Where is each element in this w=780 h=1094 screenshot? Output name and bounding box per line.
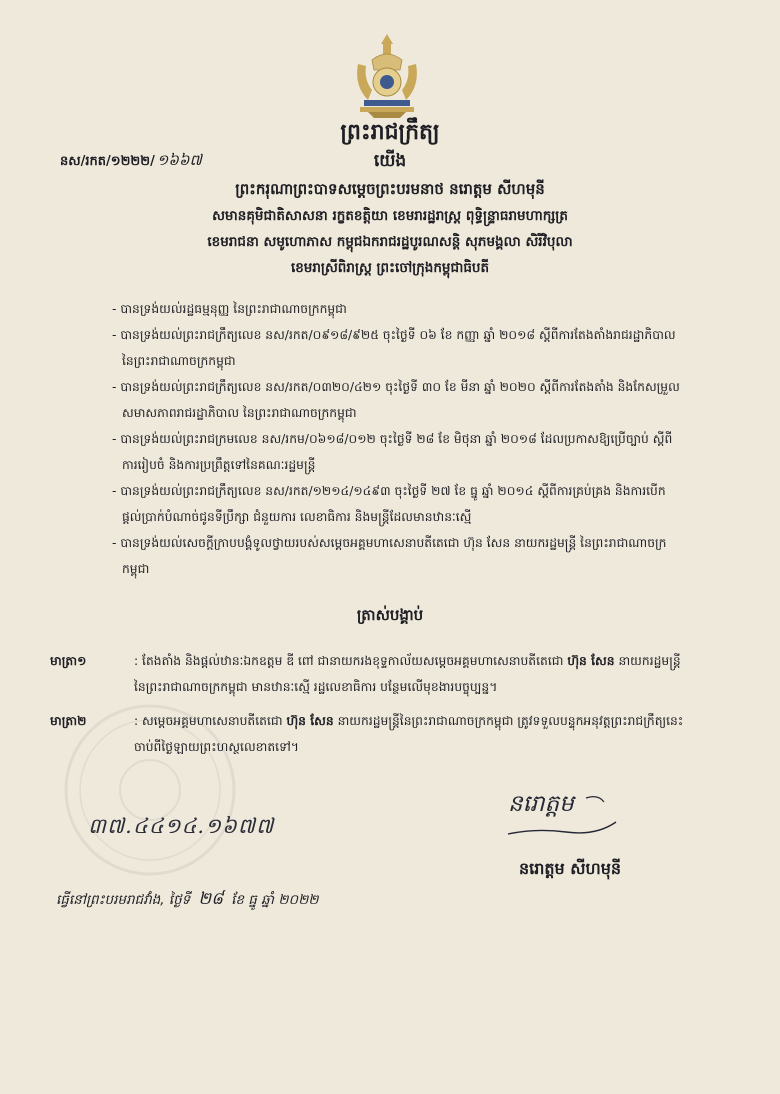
references-list: [112, 296, 682, 582]
date-day-handwritten: ២៨: [198, 889, 224, 909]
reference-item: - បានទ្រង់យល់រដ្ឋធម្មនុញ្ញ នៃព្រះរាជាណាចក្រកម្ពុជា: [112, 302, 347, 316]
article-text-part: : សម្តេចអគ្គមហាសេនាបតីតេជោ: [134, 714, 287, 728]
decree-title: ព្រះរាជក្រឹត្យ: [340, 120, 440, 145]
signature-flourish: [506, 792, 618, 842]
article-text-part: នាយករដ្ឋមន្ត្រីនៃព្រះរាជាណាចក្រកម្ពុជា ត្រូវទទួលបន្ទុកអនុវត្តព្រះរាជក្រឹត្យនេះ ចាប់ពីថ្ងៃឡាយព្រះហស្ថលេខាតទៅ។: [134, 714, 684, 754]
signatory-name: នរោត្តម សីហមុនី: [518, 859, 622, 878]
article-2: [50, 708, 690, 760]
article-name: ហ៊ុន សែន: [567, 654, 615, 668]
article-label: មាត្រា១: [50, 654, 87, 668]
article-text: [134, 648, 690, 700]
royal-title-line-4: ខេមរាស្រីពិរាស្ត្រ ព្រះចៅក្រុងកម្ពុជាធិបតី: [290, 260, 490, 276]
article-text-part: នាយករដ្ឋមន្ត្រីនៃព្រះរាជាណាចក្រកម្ពុជា មានឋានៈស្មើ រដ្ឋលេខាធិការ បន្ថែមលើមុខងារបច្ចុប្បន្ន។: [134, 654, 681, 694]
reference-item: - បានទ្រង់យល់សេចក្តីក្រាបបង្គំទូលថ្វាយរបស់សម្តេចអគ្គមហាសេនាបតីតេជោ ហ៊ុន សែន នាយករដ្ឋមន្ត្រី នៃព្រះរាជាណាចក្រកម្ពុជា: [112, 536, 667, 576]
royal-title-line-1: ព្រះករុណាព្រះបាទសម្តេចព្រះបរមនាថ នរោត្តម សីហមុនី: [235, 180, 545, 198]
date-line: [56, 888, 319, 913]
date-suffix: ខែ ធ្នូ ឆ្នាំ ២០២២: [231, 892, 319, 908]
handwritten-number: ៣៧.៤៤១៤.១៦៧៧: [88, 814, 275, 838]
article-text-part: : តែងតាំង និងផ្តល់ឋានៈឯកឧត្តម ឌី ពៅ ជានាយករងខុទ្ទកាល័យសម្តេចអគ្គមហាសេនាបតីតេជោ: [134, 654, 568, 668]
date-prefix: ធ្វើនៅព្រះបរមរាជវាំង, ថ្ងៃទី: [56, 892, 191, 908]
reference-item: - បានទ្រង់យល់ព្រះរាជក្រឹត្យលេខ នស/រកត/០៣២០/៤២១ ចុះថ្ងៃទី ៣០ ខែ មីនា ឆ្នាំ ២០២០ ស្តីពីការតែងតាំង និងកែសម្រួលសមាសភាពរាជរដ្ឋាភិបាល នៃព្រះរាជាណាចក្រកម្ពុជា: [112, 380, 680, 420]
royal-title-line-2: សមានគុមិជាតិសាសនា រក្ខតខត្តិយា ខេមរារដ្ឋរាស្ត្រ ពុទ្ធិន្ទ្រាធរាមហាក្សត្រ: [212, 208, 568, 224]
reference-item: - បានទ្រង់យល់ព្រះរាជក្រឹត្យលេខ នស/រកត/០៩១៨/៩២៥ ចុះថ្ងៃទី ០៦ ខែ កញ្ញា ឆ្នាំ ២០១៨ ស្តីពីការតែងតាំងរាជរដ្ឋាភិបាល នៃព្រះរាជាណាចក្រកម្ពុជា: [112, 328, 676, 368]
we-heading: យើង: [373, 151, 407, 171]
reference-item: - បានទ្រង់យល់ព្រះរាជក្រឹត្យលេខ នស/រកត/១២១៤/១៤៩៣ ចុះថ្ងៃទី ២៧ ខែ ធ្នូ ឆ្នាំ ២០១៤ ស្តីពីការគ្រប់គ្រង និងការបើកផ្តល់ប្រាក់បំណាច់ជូនទីប្រឹក្សា ជំនួយការ លេខាធិការ និងមន្ត្រីដែលមានឋានៈស្មើ: [112, 484, 666, 524]
article-name: ហ៊ុន សែន: [286, 714, 334, 728]
document-number-prefix: នស/រកត/១២២២/: [60, 154, 155, 169]
article-text: [134, 708, 690, 760]
article-1: [50, 648, 690, 700]
decides-heading: ត្រាស់បង្គាប់: [356, 606, 424, 624]
royal-signature: នរោត្តម: [508, 791, 574, 817]
article-label: មាត្រា២: [50, 714, 87, 728]
royal-coat-of-arms-icon: [350, 30, 424, 120]
reference-item: - បានទ្រង់យល់ព្រះរាជក្រមលេខ នស/រកម/០៦១៨/០១២ ចុះថ្ងៃទី ២៨ ខែ មិថុនា ឆ្នាំ ២០១៨ ដែលប្រកាសឱ្យប្រើច្បាប់ ស្តីពីការរៀបចំ និងការប្រព្រឹត្តទៅនៃគណៈរដ្ឋមន្ត្រី: [112, 432, 673, 472]
royal-title-line-3: ខេមរាជនា សមូហោភាស កម្ពុជឯករាជរដ្ឋបូរណសន្តិ សុភមង្គលា សិរីវិបុលា: [207, 234, 573, 250]
articles-section: [50, 648, 690, 768]
document-number-handwritten: ១៦៦៧: [156, 151, 202, 169]
